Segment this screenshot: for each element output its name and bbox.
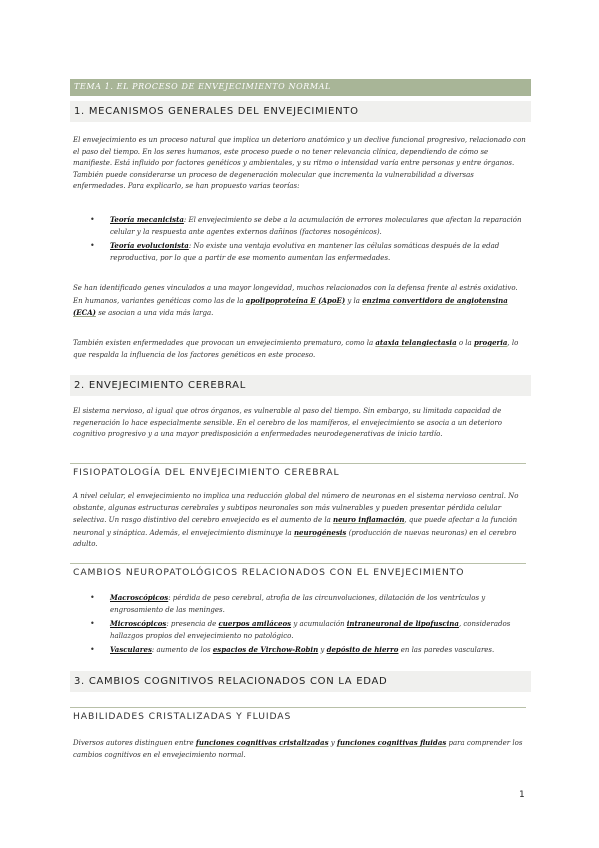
term: espacios de Virchow-Robin — [212, 645, 319, 654]
item-text: y acumulación — [291, 620, 347, 628]
paragraph-text: , lo que respalda la influencia de los factores genéticos en este proceso. — [73, 339, 519, 359]
paragraph-text: Diversos autores distinguen entre — [73, 739, 196, 747]
page-number: 1 — [519, 790, 525, 800]
paragraph — [73, 337, 527, 361]
neuropathology-list — [90, 592, 530, 659]
list-item — [90, 592, 530, 616]
subsection-heading — [70, 463, 526, 481]
paragraph-text: El envejecimiento es un proceso natural que implica un deterioro anatómico y un declive funcional progresivo, relacionado con el paso del tiempo. En los seres humanos, este proceso puede o no tener relevancia clínica, dependiendo de cómo se manifieste. Está influido por factores genéticos y ambientales, y su ritmo o intensidad varía entre personas y entre órganos. También puede considerarse un proceso de degeneración molecular que incrementa la vulnerabilidad a diversas enfermedades. Para explicarlo, se han propuesto varias teorías: — [73, 136, 526, 190]
term: depósito de hierro — [326, 645, 399, 654]
subsection-title: CAMBIOS NEUROPATOLÓGICOS RELACIONADOS CON EL ENVEJECIMIENTO — [73, 567, 465, 578]
item-text: : No existe una ventaja evolutiva en mantener las células somáticas después de la edad reproductiva, por lo que a partir de ese momento aumentan las enfermedades. — [110, 242, 500, 262]
paragraph-text: (producción de nuevas neuronas) en el cerebro adulto. — [73, 528, 517, 548]
subsection-title: FISIOPATOLOGÍA DEL ENVEJECIMIENTO CEREBRAL — [73, 467, 340, 478]
item-text: , considerados hallazgos propios del envejecimiento no patológico. — [110, 620, 511, 640]
item-text: en las paredes vasculares. — [398, 646, 495, 654]
topic-header: TEMA 1. EL PROCESO DE ENVEJECIMIENTO NORMAL — [74, 82, 331, 91]
section-title: 2. ENVEJECIMIENTO CEREBRAL — [74, 380, 246, 391]
term: Teoría evolucionista — [110, 241, 189, 250]
paragraph — [73, 406, 527, 441]
item-text: : pérdida de peso cerebral, atrofia de las circunvoluciones, dilatación de los ventrículos y engrosamiento de las meninges. — [110, 594, 486, 614]
list-item — [90, 240, 530, 264]
paragraph — [73, 135, 527, 193]
bullet-icon: • — [90, 619, 95, 628]
bullet-icon: • — [90, 241, 95, 250]
paragraph-text: El sistema nervioso, al igual que otros órganos, es vulnerable al paso del tiempo. Sin embargo, su limitada capacidad de regeneración lo hace especialmente sensible. En el cerebro de los mamíferos, el envejecimiento se asocia a un deterioro cognitivo progresivo y a una mayor predisposición a enfermedades neurodegenerativas de inicio tardío. — [73, 407, 502, 438]
term: enzima convertidora de angiotensina (ECA) — [73, 295, 508, 317]
paragraph-text: También existen enfermedades que provocan un envejecimiento prematuro, como la — [73, 339, 376, 347]
item-text: y — [318, 646, 327, 654]
paragraph-text: y la — [345, 296, 363, 305]
paragraph-text: para comprender los cambios cognitivos en el envejecimiento normal. — [73, 739, 523, 759]
paragraph-text: y — [328, 739, 337, 747]
term: Teoría mecanicista — [110, 215, 184, 224]
term: apolipoproteína E (ApoE) — [245, 295, 346, 305]
section-heading-1 — [70, 101, 531, 122]
term: Microscópicos — [110, 619, 167, 628]
section-title: 1. MECANISMOS GENERALES DEL ENVEJECIMIENTO — [74, 106, 359, 117]
bullet-icon: • — [90, 645, 95, 654]
section-heading-2 — [70, 375, 531, 396]
term: progeria — [473, 338, 508, 347]
term: funciones cognitivas cristalizadas — [195, 738, 329, 747]
item-text: : aumento de los — [151, 646, 213, 654]
subsection-heading — [70, 563, 526, 581]
list-item — [90, 618, 530, 642]
paragraph — [73, 283, 527, 320]
term: neurogénesis — [293, 527, 347, 537]
bullet-icon: • — [90, 215, 95, 224]
section-title: 3. CAMBIOS COGNITIVOS RELACIONADOS CON LA EDAD — [74, 676, 388, 687]
topic-header-bar — [70, 79, 531, 96]
item-text: : El envejecimiento se debe a la acumulación de errores moleculares que afectan la reparación celular y la respuesta ante agentes externos dañinos (factores nosogénicos). — [110, 216, 522, 236]
item-text: : presencia de — [166, 620, 219, 628]
bullet-icon: • — [90, 593, 95, 602]
term: Macroscópicos — [110, 593, 169, 602]
theory-list — [90, 214, 530, 266]
term: Vasculares — [110, 645, 152, 654]
list-item — [90, 214, 530, 238]
paragraph-text: , que puede afectar a la función neuronal y sináptica. Además, el envejecimiento disminuye la — [73, 516, 518, 537]
term: cuerpos amiláceos — [218, 619, 292, 628]
term: intraneuronal de lipofuscina — [346, 619, 459, 628]
subsection-title: HABILIDADES CRISTALIZADAS Y FLUIDAS — [73, 711, 292, 722]
section-heading-3 — [70, 671, 531, 692]
paragraph — [73, 737, 527, 761]
paragraph-text: o la — [456, 339, 474, 347]
term: neuro inflamación — [332, 515, 405, 524]
paragraph-text: Se han identificado genes vinculados a una mayor longevidad, muchos relacionados con la defensa frente al estrés oxidativo. En humanos, variantes genéticas como las de la — [73, 284, 518, 305]
paragraph-text: se asocian a una vida más larga. — [95, 309, 214, 317]
term: ataxia telangiectasia — [375, 338, 457, 347]
list-item — [90, 644, 530, 657]
paragraph — [73, 491, 527, 551]
subsection-heading — [70, 707, 526, 725]
term: funciones cognitivas fluidas — [336, 738, 447, 747]
paragraph-text: A nivel celular, el envejecimiento no implica una reducción global del número de neuronas en el sistema nervioso central. No obstante, algunas estructuras cerebrales y subtipos neuronales son más vulnerables y pueden presentar pérdida celular selectiva. Un rasgo distintivo del cerebro envejecido es el aumento de la — [73, 492, 519, 524]
